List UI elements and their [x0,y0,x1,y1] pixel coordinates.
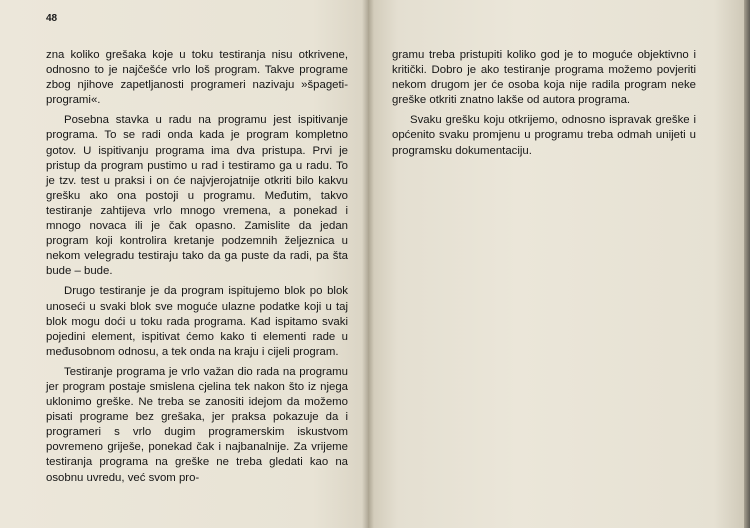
left-text-column [46,48,348,491]
paragraph-left-4: Testiranje programa je vrlo važan dio rada na programu jer program postaje smislena cjelina tek nakon što iz njega uklonimo greške. Ne treba se zanositi idejom da možemo pisati programe bez grešaka, jer praksa pokazuje da i programeri s vrlo dugim programerskim iskustvom povremeno griješe, ponekad čak i najbanalnije. Za vrijeme testiranja programa na greške ne treba gledati kao na osobnu uvredu, već svom pro- [46,365,348,484]
right-page [368,0,744,528]
paragraph-right-2: Svaku grešku koju otkrijemo, odnosno ispravak greške i općenito svaku promjenu u programu treba odmah unijeti u programsku dokumentaciju. [392,114,696,157]
paragraph-left-1: zna koliko grešaka koje u toku testiranja nisu otkrivene, odnosno to je najčešće vrlo loš program. Takve programe zbog njihove zapetljanosti programeri nazivaju »špageti-programi«. [46,49,348,107]
page-edge-shadow [744,0,750,528]
page-number: 48 [46,13,58,24]
left-page [0,0,368,528]
right-text-column [392,48,696,164]
paragraph-right-1: gramu treba pristupiti koliko god je to moguće objektivno i kritički. Dobro je ako testiranje programa možemo povjeriti nekom drugom jer će osoba koja nije radila program neke greške otkriti znatno lakše od autora programa. [392,49,696,107]
paragraph-left-3: Drugo testiranje je da program ispitujemo blok po blok unoseći u svaki blok sve moguće ulazne podatke koji u taj blok mogu doći u toku rada programa. Kad ispitamo svaki pojedini element, ispitivat ćemo kako ti elementi rade u međusobnom odnosu, a tek onda na kraju i cijeli program. [46,285,348,358]
paragraph-left-2: Posebna stavka u radu na programu jest ispitivanje programa. To se radi onda kada je program kompletno gotov. U ispitivanju programa ima dva pristupa. Prvi je pristup da program pustimo u rad i testiramo ga u radu. To je tzv. test u praksi i on će najvjerojatnije otkriti bilo kakvu grešku ako ona postoji u programu. Međutim, takvo testiranje zahtijeva vrlo mnogo vremena, a ponekad i mnogo novaca ili je čak opasno. Zamislite da jedan program koji kontrolira kretanje podzemnih željeznica u nekom velegradu testiraju tako da ga puste da radi, pa šta bude – bude. [46,114,348,278]
book-gutter [362,0,374,528]
